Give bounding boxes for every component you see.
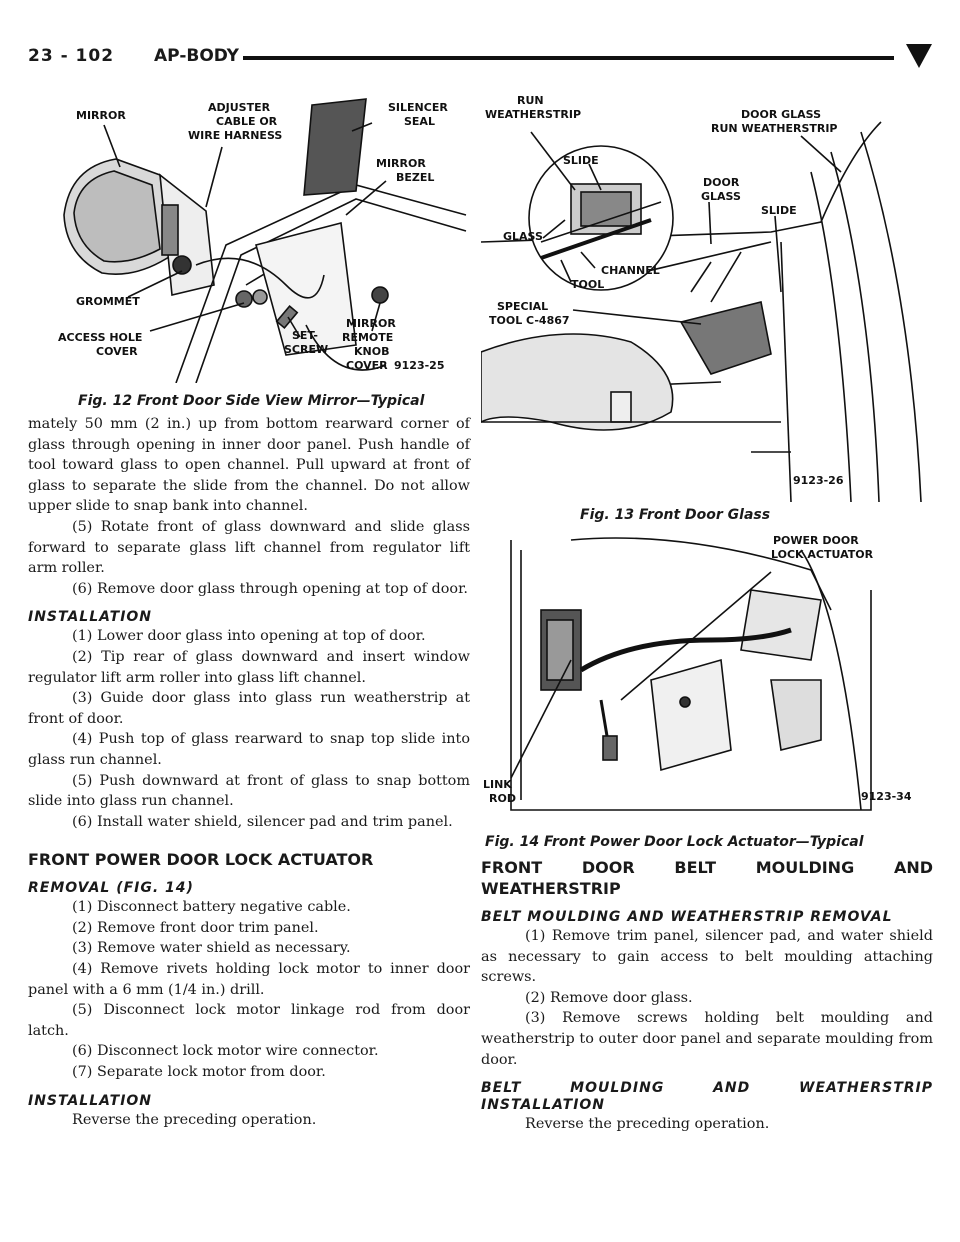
label-adjuster-3: WIRE HARNESS	[188, 129, 283, 142]
step: (4) Push top of glass rearward to snap top slide into glass run channel.	[28, 731, 470, 768]
right-column	[481, 857, 933, 1135]
step: (6) Disconnect lock motor wire connector.	[72, 1043, 379, 1060]
label-actuator-1: POWER DOOR	[773, 534, 859, 547]
label-run-2: WEATHERSTRIP	[485, 108, 582, 121]
step: (1) Remove trim panel, silencer pad, and water shield as necessary to gain access to belt moulding attaching screws.	[481, 928, 933, 986]
label-silencer-2: SEAL	[404, 115, 435, 128]
label-slide: SLIDE	[563, 154, 599, 167]
step: Reverse the preceding operation.	[525, 1116, 770, 1133]
label-knob-4: COVER	[346, 359, 388, 372]
figure-14-lock-actuator	[481, 530, 936, 826]
label-set-1: SET-	[292, 329, 318, 342]
figure-12-drawing	[56, 95, 468, 383]
page-number: 23 - 102	[28, 46, 115, 66]
figure-12-caption: Fig. 12 Front Door Side View Mirror—Typical	[78, 393, 425, 409]
left-column	[28, 414, 470, 1130]
label-dgr-1: DOOR GLASS	[741, 108, 822, 121]
subheading-removal: BELT MOULDING AND WEATHERSTRIP REMOVAL	[481, 909, 893, 925]
label-access-2: COVER	[96, 345, 138, 358]
label-special-1: SPECIAL	[497, 300, 549, 313]
figure-14-drawing	[481, 530, 936, 826]
label-door-glass-2: GLASS	[701, 190, 741, 203]
label-door-glass-1: DOOR	[703, 176, 740, 189]
step: (3) Guide door glass into glass run weatherstrip at front of door.	[28, 690, 470, 727]
figure-14-caption: Fig. 14 Front Power Door Lock Actuator—Typical	[485, 834, 864, 850]
label-access-1: ACCESS HOLE	[58, 331, 143, 344]
figure-13-door-glass	[481, 92, 936, 502]
label-actuator-2: LOCK ACTUATOR	[771, 548, 874, 561]
step: (1) Disconnect battery negative cable.	[72, 899, 351, 916]
step: (2) Tip rear of glass downward and insert window regulator lift arm roller into glass lift channel.	[28, 648, 470, 686]
label-link-1: LINK	[483, 778, 512, 791]
label-bezel-1: MIRROR	[376, 157, 426, 170]
step: (4) Remove rivets holding lock motor to inner door panel with a 6 mm (1/4 in.) drill.	[28, 961, 470, 998]
label-grommet: GROMMET	[76, 295, 140, 308]
label-glass: GLASS	[503, 230, 543, 243]
label-adjuster-2: CABLE OR	[216, 115, 278, 128]
step: (5) Rotate front of glass downward and slide glass forward to separate glass lift channel from regulator lift arm roller.	[28, 518, 470, 577]
subheading-installation: INSTALLATION	[28, 609, 153, 626]
label-set-2: SCREW	[284, 343, 329, 356]
subheading-removal: REMOVAL (FIG. 14)	[28, 880, 194, 897]
step: (6) Remove door glass through opening at top of door.	[72, 580, 468, 597]
figure-12-number: 9123-25	[394, 359, 445, 372]
figure-14-number: 9123-34	[861, 790, 912, 803]
step: (3) Remove screws holding belt moulding and weatherstrip to outer door panel and separate moulding from door.	[481, 1010, 933, 1068]
step: (6) Install water shield, silencer pad and trim panel.	[72, 813, 453, 830]
paragraph: mately 50 mm (2 in.) up from bottom rearward corner of glass through opening in inner door panel. Push handle of tool toward glass to open channel. Pull upward at front of glass to separate the slide from the channel. Do not allow upper slide to snap bank into channel.	[28, 416, 470, 515]
label-special-2: TOOL C-4867	[489, 314, 570, 327]
label-mirror: MIRROR	[76, 109, 126, 122]
label-channel: CHANNEL	[601, 264, 660, 277]
step: (5) Disconnect lock motor linkage rod from door latch.	[28, 1002, 470, 1039]
label-tool: TOOL	[571, 278, 605, 291]
figure-13-caption: Fig. 13 Front Door Glass	[580, 507, 771, 523]
section-heading: FRONT POWER DOOR LOCK ACTUATOR	[28, 850, 374, 870]
step: (7) Separate lock motor from door.	[72, 1064, 326, 1081]
figure-13-drawing	[481, 92, 936, 502]
step: (3) Remove water shield as necessary.	[72, 940, 351, 957]
section-title: AP-BODY	[154, 46, 239, 66]
label-knob-3: KNOB	[354, 345, 390, 358]
page-header	[28, 40, 938, 80]
label-knob-2: REMOTE	[342, 331, 394, 344]
step: (1) Lower door glass into opening at top of door.	[72, 628, 426, 645]
section-heading: FRONT DOOR BELT MOULDING AND WEATHERSTRIP	[481, 858, 933, 898]
header-rule	[243, 56, 894, 60]
label-bezel-2: BEZEL	[396, 171, 435, 184]
step: (5) Push downward at front of glass to snap bottom slide into glass run channel.	[28, 772, 470, 810]
label-silencer-1: SILENCER	[388, 101, 448, 114]
label-slide-2: SLIDE	[761, 204, 797, 217]
label-adjuster-1: ADJUSTER	[208, 101, 271, 114]
step: (2) Remove door glass.	[525, 989, 693, 1006]
figure-12-mirror	[56, 95, 468, 383]
triangle-icon	[906, 44, 932, 68]
label-run-1: RUN	[517, 94, 544, 107]
label-link-2: ROD	[489, 792, 516, 805]
label-dgr-2: RUN WEATHERSTRIP	[711, 122, 838, 135]
subheading-installation: INSTALLATION	[28, 1092, 153, 1109]
subheading-installation: BELT MOULDING AND WEATHERSTRIP INSTALLATION	[481, 1080, 933, 1114]
label-knob-1: MIRROR	[346, 317, 396, 330]
figure-13-number: 9123-26	[793, 474, 844, 487]
step: (2) Remove front door trim panel.	[72, 919, 319, 936]
step: Reverse the preceding operation.	[72, 1111, 317, 1128]
